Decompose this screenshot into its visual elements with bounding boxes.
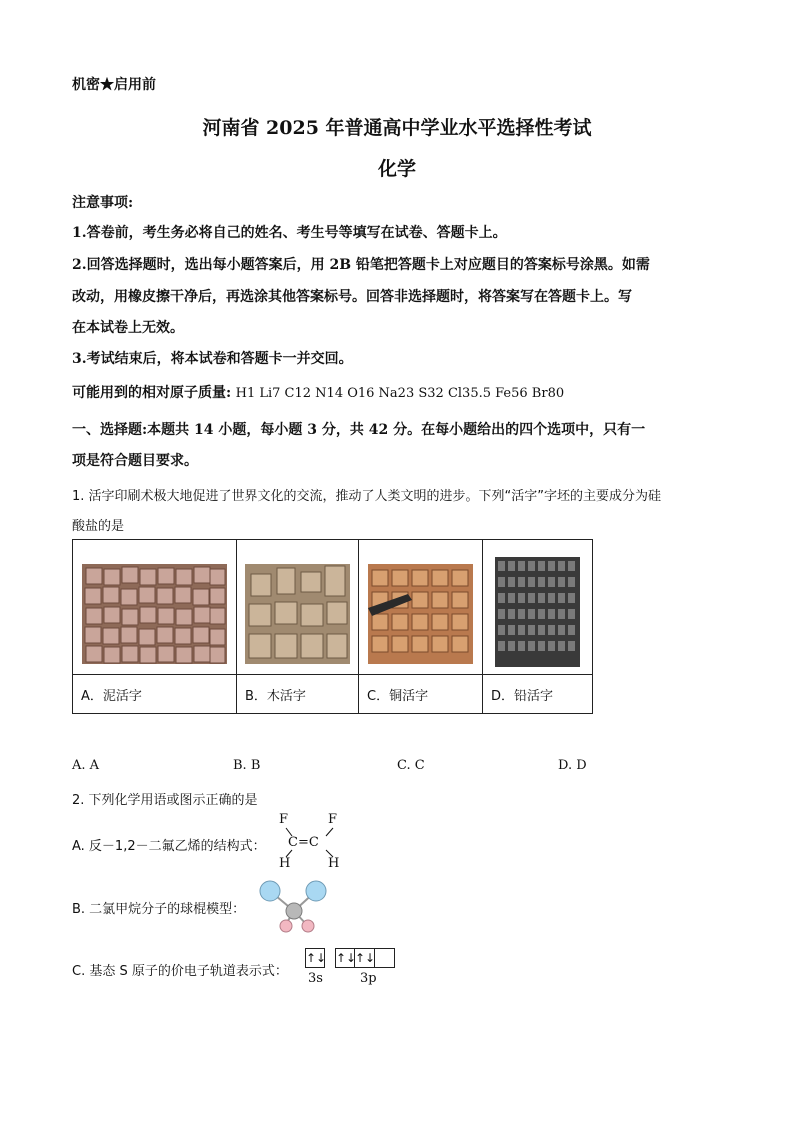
- exam-subject: 化学: [377, 158, 416, 180]
- q1-stem: 1. 活字印刷术极大地促进了世界文化的交流，推动了人类文明的进步。下列“活字”字坯的主要成分为硅: [72, 489, 662, 504]
- orbital-label-3s: 3s: [308, 971, 323, 986]
- notice-item-1: 1.答卷前，考生务必将自己的姓名、考生号等填写在试卷、答题卡上。: [72, 225, 507, 241]
- orbital-3p-box-3: [375, 948, 395, 968]
- notice-item-3: 3.考试结束后，将本试卷和答题卡一并交回。: [72, 351, 353, 367]
- q1-choice-b: B. B: [233, 758, 261, 773]
- h-atom-right: H: [328, 856, 340, 871]
- q1-stem-cont: 酸盐的是: [72, 519, 125, 534]
- atomic-mass-values: H1 Li7 C12 N14 O16 Na23 S32 Cl35.5 Fe56 Br80: [235, 386, 565, 401]
- section-heading-cont: 项是符合题目要求。: [72, 453, 198, 469]
- h-atom-ball: [302, 920, 314, 932]
- c-c-double-bond: C=C: [288, 835, 319, 850]
- h-atom-left: H: [279, 856, 291, 871]
- copper-type-image: [368, 564, 473, 664]
- orbital-diagram: [305, 948, 395, 988]
- wood-type-image: [245, 564, 350, 664]
- lead-type-cell: [483, 540, 593, 675]
- atomic-mass-label: 可能用到的相对原子质量:: [72, 385, 232, 401]
- q2-option-a: A. 反－1,2－二氟乙烯的结构式：: [72, 839, 266, 854]
- q2-option-b: B. 二氯甲烷分子的球棍模型：: [72, 902, 246, 917]
- difluoroethene-structure: [276, 812, 346, 872]
- notice-item-2: 2.回答选择题时，选出每小题答案后，用 2B 铅笔把答题卡上对应题目的答案标号涂黑。如需: [72, 257, 650, 273]
- option-a-label: A．泥活字: [73, 675, 237, 714]
- q1-options-table: [72, 539, 593, 714]
- option-d-label: D．铅活字: [483, 675, 593, 714]
- cl-atom-ball: [306, 881, 326, 901]
- q1-choice-d: D. D: [558, 758, 587, 773]
- copper-type-cell: [359, 540, 483, 675]
- confidential-label: 机密★启用前: [72, 77, 156, 93]
- q2-option-c: C. 基态 S 原子的价电子轨道表示式：: [72, 964, 288, 979]
- section-heading: 一、选择题:本题共 14 小题，每小题 3 分，共 42 分。在每小题给出的四个选项中，只有一: [72, 422, 646, 438]
- orbital-label-3p: 3p: [360, 971, 377, 986]
- clay-type-image: [82, 564, 227, 664]
- option-c-label: C．铜活字: [359, 675, 483, 714]
- q2-stem: 2. 下列化学用语或图示正确的是: [72, 793, 258, 808]
- exam-title: 河南省 2025 年普通高中学业水平选择性考试: [202, 117, 592, 139]
- wood-type-cell: [237, 540, 359, 675]
- dichloromethane-ball-stick-model: [254, 877, 334, 935]
- orbital-3p-box-1: ↑↓: [335, 948, 355, 968]
- orbital-3p-box-2: ↑↓: [355, 948, 375, 968]
- c-atom-ball: [286, 903, 302, 919]
- option-b-label: B．木活字: [237, 675, 359, 714]
- notice-heading: 注意事项:: [72, 195, 134, 211]
- lead-type-image: [495, 557, 580, 667]
- f-atom-right: F: [328, 812, 338, 827]
- orbital-3s-box: ↑↓: [305, 948, 325, 968]
- f-atom-left: F: [279, 812, 289, 827]
- atomic-mass-line: [72, 383, 564, 404]
- cl-atom-ball: [260, 881, 280, 901]
- notice-item-2-end: 在本试卷上无效。: [72, 320, 184, 336]
- q1-choice-c: C. C: [397, 758, 425, 773]
- h-atom-ball: [280, 920, 292, 932]
- q1-choice-a: A. A: [72, 758, 100, 773]
- clay-type-cell: [73, 540, 237, 675]
- notice-item-2-cont: 改动，用橡皮擦干净后，再选涂其他答案标号。回答非选择题时，将答案写在答题卡上。写: [72, 289, 632, 305]
